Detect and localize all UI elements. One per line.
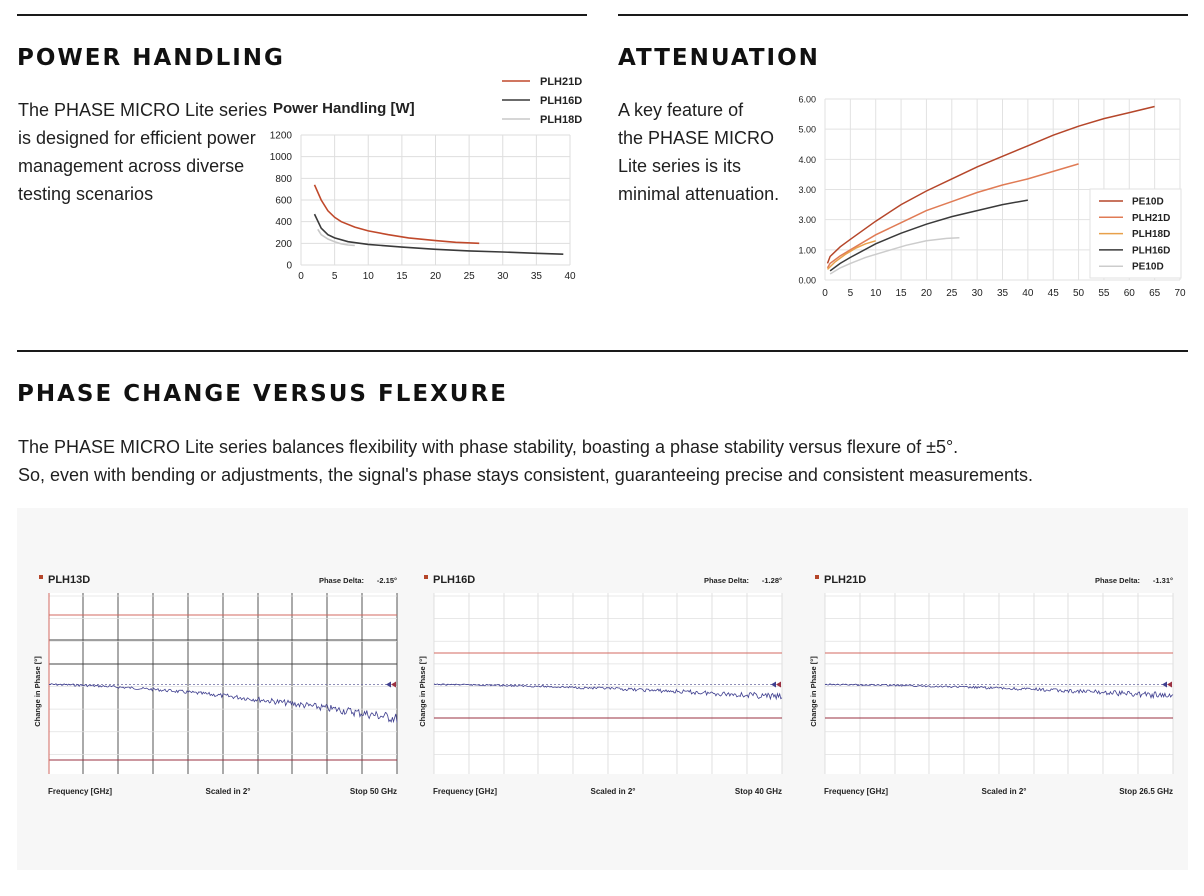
power-y-tick: 400 <box>275 217 292 229</box>
divider-middle <box>17 350 1188 352</box>
atten-y-tick: 3.00 <box>798 215 816 226</box>
panel-y-axis-label: Change in Phase [°] <box>809 656 818 727</box>
atten-y-tick: 5.00 <box>798 124 816 135</box>
power-y-tick: 0 <box>286 260 292 272</box>
panel-x-left-label: Frequency [GHz] <box>48 787 113 796</box>
attenuation-heading: ATTENUATION <box>618 45 820 71</box>
panel-marker-icon <box>39 575 43 579</box>
atten-y-tick: 1.00 <box>798 245 816 256</box>
atten-x-tick: 35 <box>996 288 1009 299</box>
phase-panel-plh13d <box>30 565 405 805</box>
power-legend-label: PLH21D <box>540 76 583 88</box>
power-handling-heading: POWER HANDLING <box>17 45 285 71</box>
atten-series-line-4 <box>830 238 959 274</box>
atten-x-tick: 50 <box>1073 288 1085 299</box>
atten-x-tick: 5 <box>847 288 854 299</box>
atten-series-line-2 <box>828 241 876 270</box>
panel-marker-icon <box>815 575 819 579</box>
power-y-tick: 1000 <box>269 152 292 164</box>
atten-y-tick: 4.00 <box>798 154 816 165</box>
attenuation-line-1: A key feature of <box>618 100 744 120</box>
power-x-tick: 40 <box>564 271 576 282</box>
phase-delta-label: Phase Delta: <box>703 576 749 585</box>
power-legend-label: PLH16D <box>540 95 583 107</box>
atten-legend-label: PLH16D <box>1132 245 1171 257</box>
atten-x-tick: 20 <box>920 288 932 299</box>
atten-x-tick: 30 <box>971 288 983 299</box>
power-y-tick: 600 <box>275 195 292 207</box>
power-x-tick: 10 <box>362 271 374 282</box>
atten-x-tick: 25 <box>946 288 958 299</box>
atten-x-tick: 60 <box>1123 288 1135 299</box>
panel-x-left-label: Frequency [GHz] <box>433 787 498 796</box>
phase-line-1: The PHASE MICRO Lite series balances flexibility with phase stability, boasting a phase stability versus flexure of ±5°. <box>18 437 959 457</box>
atten-x-tick: 65 <box>1149 288 1161 299</box>
attenuation-chart <box>790 88 1190 303</box>
atten-y-tick: 0.00 <box>798 275 816 286</box>
power-chart-title: Power Handling [W] <box>273 100 415 117</box>
attenuation-line-3: Lite series is its <box>618 156 742 176</box>
power-line-1: The PHASE MICRO Lite series <box>18 100 268 120</box>
power-line-2: is designed for efficient power <box>18 128 256 148</box>
power-x-tick: 35 <box>530 271 542 282</box>
divider-top-left <box>17 14 587 16</box>
power-x-tick: 30 <box>497 271 509 282</box>
phase-heading: PHASE CHANGE VERSUS FLEXURE <box>17 381 508 407</box>
atten-legend-label: PLH21D <box>1132 212 1171 224</box>
panel-x-right-label: Stop 26.5 GHz <box>1119 787 1173 796</box>
panel-marker-icon <box>424 575 428 579</box>
atten-x-tick: 0 <box>822 288 828 299</box>
panel-y-axis-label: Change in Phase [°] <box>418 656 427 727</box>
divider-top-right <box>618 14 1188 16</box>
atten-x-tick: 40 <box>1022 288 1034 299</box>
panel-title: PLH21D <box>824 574 867 586</box>
atten-legend-label: PLH18D <box>1132 229 1171 241</box>
power-legend-label: PLH18D <box>540 114 583 126</box>
phase-delta-label: Phase Delta: <box>1094 576 1140 585</box>
panel-x-right-label: Stop 50 GHz <box>349 787 397 796</box>
power-x-tick: 15 <box>396 271 408 282</box>
panel-title: PLH13D <box>48 574 91 586</box>
power-series-line-plh21d <box>315 185 480 244</box>
atten-x-tick: 10 <box>870 288 882 299</box>
atten-x-tick: 70 <box>1174 288 1186 299</box>
atten-x-tick: 15 <box>895 288 907 299</box>
panel-x-mid-label: Scaled in 2° <box>981 787 1027 796</box>
power-y-tick: 200 <box>275 238 292 250</box>
atten-y-tick: 6.00 <box>798 94 816 105</box>
power-series-line-plh16d <box>315 214 564 254</box>
panel-x-mid-label: Scaled in 2° <box>205 787 251 796</box>
phase-delta-label: Phase Delta: <box>318 576 364 585</box>
atten-y-tick: 3.00 <box>798 185 816 195</box>
phase-line-2: So, even with bending or adjustments, the signal's phase stays consistent, guaranteeing precise and consistent measurements. <box>18 465 1034 485</box>
atten-x-tick: 45 <box>1047 288 1059 299</box>
panel-x-right-label: Stop 40 GHz <box>734 787 782 796</box>
panel-y-axis-label: Change in Phase [°] <box>33 656 42 727</box>
power-x-tick: 20 <box>429 271 442 282</box>
power-handling-paragraph <box>18 96 267 208</box>
atten-x-tick: 55 <box>1098 288 1110 299</box>
phase-delta-value: -2.15° <box>376 576 397 585</box>
atten-legend-label: PE10D <box>1132 196 1164 208</box>
phase-panel-plh21d <box>806 565 1181 805</box>
atten-legend-label: PE10D <box>1132 261 1164 273</box>
attenuation-paragraph <box>618 96 779 208</box>
panel-x-mid-label: Scaled in 2° <box>590 787 636 796</box>
power-line-4: testing scenarios <box>18 184 154 204</box>
phase-delta-value: -1.31° <box>1152 576 1173 585</box>
attenuation-line-2: the PHASE MICRO <box>618 128 775 148</box>
power-y-tick: 1200 <box>269 130 292 142</box>
phase-panel-plh16d <box>415 565 790 805</box>
panel-x-left-label: Frequency [GHz] <box>824 787 889 796</box>
power-y-tick: 800 <box>275 173 292 185</box>
power-x-tick: 0 <box>298 271 304 282</box>
phase-delta-value: -1.28° <box>761 576 782 585</box>
power-x-tick: 5 <box>331 271 338 282</box>
panel-title: PLH16D <box>433 574 476 586</box>
power-handling-chart <box>268 70 593 290</box>
attenuation-line-4: minimal attenuation. <box>618 184 780 204</box>
power-line-3: management across diverse <box>18 156 245 176</box>
phase-paragraph <box>18 433 1033 489</box>
power-x-tick: 25 <box>463 271 475 282</box>
